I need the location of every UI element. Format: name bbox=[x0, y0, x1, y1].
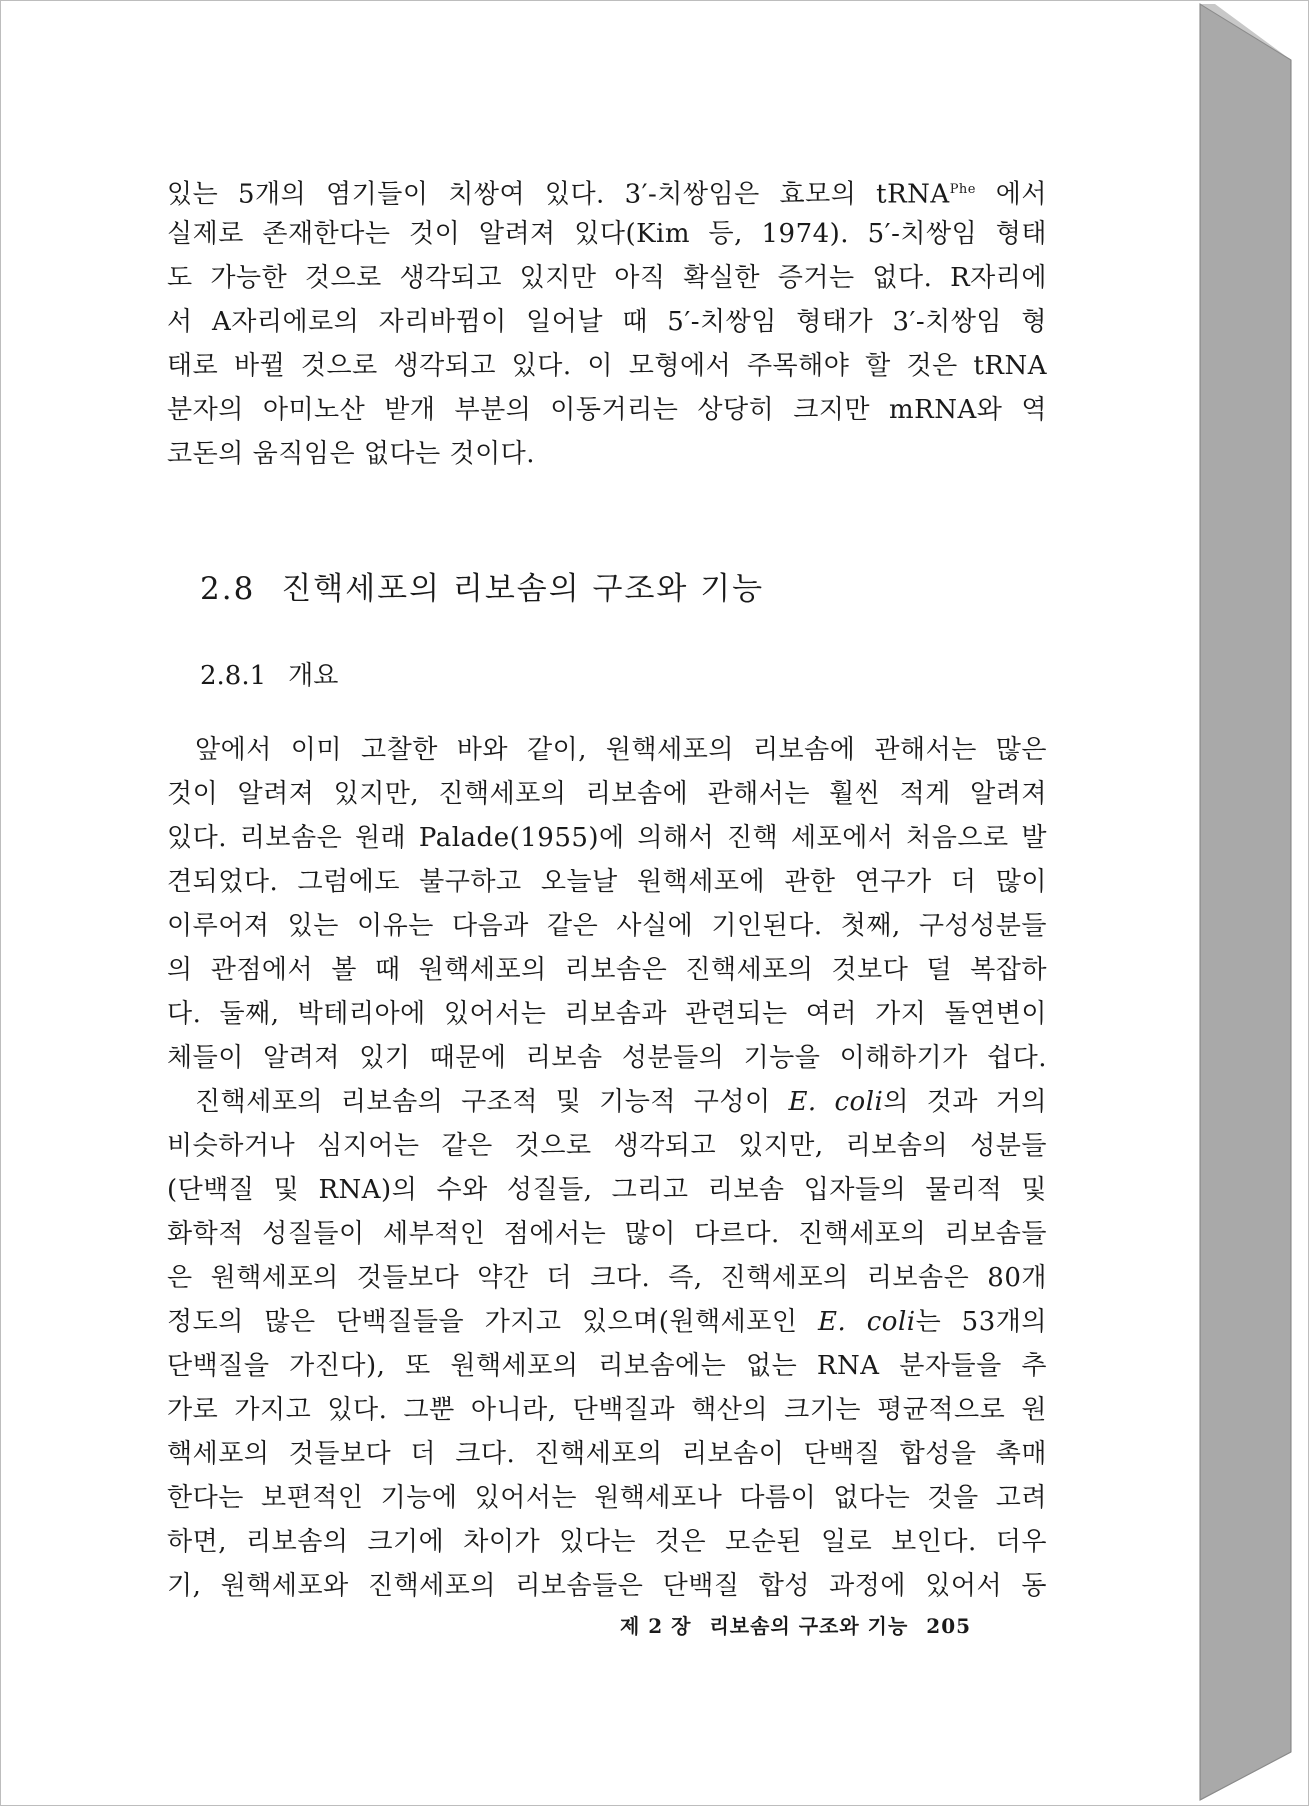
text-line: 이루어져 있는 이유는 다음과 같은 사실에 기인된다. 첫째, 구성성분들 bbox=[167, 911, 1047, 941]
text-line: 진핵세포의 리보솜의 구조적 및 기능적 구성이 E. coli의 것과 거의 bbox=[195, 1087, 1048, 1117]
text-line: 핵세포의 것들보다 더 크다. 진핵세포의 리보솜이 단백질 합성을 촉매 bbox=[167, 1439, 1047, 1469]
section-heading bbox=[200, 563, 764, 608]
text-line: 서 A자리에로의 자리바뀜이 일어날 때 5′-치쌍임 형태가 3′-치쌍임 형 bbox=[167, 307, 1047, 337]
text-line: 정도의 많은 단백질들을 가지고 있으며(원핵세포인 E. coli는 53개의 bbox=[167, 1307, 1047, 1337]
footer-title: 리보솜의 구조와 기능 bbox=[709, 1614, 909, 1638]
text-line: 있는 5개의 염기들이 치쌍여 있다. 3′-치쌍임은 효모의 tRNA$^{Phe}$ 에서 bbox=[167, 179, 1048, 210]
text-line: 가로 가지고 있다. 그뿐 아니라, 단백질과 핵산의 크기는 평균적으로 원 bbox=[167, 1395, 1047, 1425]
text-line: 것이 알려져 있지만, 진핵세포의 리보솜에 관해서는 훨씬 적게 알려져 bbox=[167, 779, 1047, 809]
text-line: 기, 원핵세포와 진핵세포의 리보솜들은 단백질 합성 과정에 있어서 동 bbox=[167, 1571, 1047, 1601]
section-number: 2.8 bbox=[200, 571, 256, 607]
text-line: 하면, 리보솜의 크기에 차이가 있다는 것은 모순된 일로 보인다. 더우 bbox=[167, 1527, 1047, 1557]
text-line: 의 관점에서 볼 때 원핵세포의 리보솜은 진핵세포의 것보다 덜 복잡하 bbox=[167, 955, 1047, 985]
subsection-number: 2.8.1 bbox=[200, 661, 267, 691]
subsection-title: 개요 bbox=[288, 661, 339, 691]
running-footer bbox=[620, 1610, 971, 1639]
section-title: 진핵세포의 리보솜의 구조와 기능 bbox=[281, 571, 765, 607]
text-line: 체들이 알려져 있기 때문에 리보솜 성분들의 기능을 이해하기가 쉽다. bbox=[167, 1043, 1047, 1073]
text-line: 코돈의 움직임은 없다는 것이다. bbox=[167, 439, 536, 469]
text-line: 은 원핵세포의 것들보다 약간 더 크다. 즉, 진핵세포의 리보솜은 80개 bbox=[167, 1263, 1047, 1293]
text-line: 단백질을 가진다), 또 원핵세포의 리보솜에는 없는 RNA 분자들을 추 bbox=[167, 1351, 1047, 1381]
book-edge bbox=[1195, 0, 1309, 1806]
subsection-heading bbox=[200, 655, 338, 692]
text-line: 도 가능한 것으로 생각되고 있지만 아직 확실한 증거는 없다. R자리에 bbox=[167, 263, 1047, 293]
superscript-phe: Phe bbox=[949, 182, 977, 197]
paragraph-top bbox=[167, 168, 1047, 476]
paragraph-main bbox=[167, 728, 1047, 1608]
text-line: 태로 바뀔 것으로 생각되고 있다. 이 모형에서 주목해야 할 것은 tRNA bbox=[167, 351, 1047, 381]
text-line: 실제로 존재한다는 것이 알려져 있다(Kim 등, 1974). 5′-치쌍임 형태 bbox=[167, 219, 1047, 249]
text-line: 화학적 성질들이 세부적인 점에서는 많이 다르다. 진핵세포의 리보솜들 bbox=[167, 1219, 1047, 1249]
species-name: E. coli bbox=[788, 1087, 884, 1117]
page-number: 205 bbox=[926, 1614, 972, 1638]
text-line: (단백질 및 RNA)의 수와 성질들, 그리고 리보솜 입자들의 물리적 및 bbox=[167, 1175, 1047, 1205]
text-line: 한다는 보편적인 기능에 있어서는 원핵세포나 다름이 없다는 것을 고려 bbox=[167, 1483, 1047, 1513]
text-line: 있다. 리보솜은 원래 Palade(1955)에 의해서 진핵 세포에서 처음으로 발 bbox=[167, 823, 1047, 853]
text-line: 분자의 아미노산 받개 부분의 이동거리는 상당히 크지만 mRNA와 역 bbox=[167, 395, 1047, 425]
text-line: 비슷하거나 심지어는 같은 것으로 생각되고 있지만, 리보솜의 성분들 bbox=[167, 1131, 1047, 1161]
footer-chapter: 제 2 장 bbox=[620, 1614, 692, 1638]
text-line: 견되었다. 그럼에도 불구하고 오늘날 원핵세포에 관한 연구가 더 많이 bbox=[167, 867, 1047, 897]
text-line: 앞에서 이미 고찰한 바와 같이, 원핵세포의 리보솜에 관해서는 많은 bbox=[195, 735, 1047, 765]
species-name: E. coli bbox=[818, 1307, 916, 1337]
text-line: 다. 둘째, 박테리아에 있어서는 리보솜과 관련되는 여러 가지 돌연변이 bbox=[167, 999, 1047, 1029]
